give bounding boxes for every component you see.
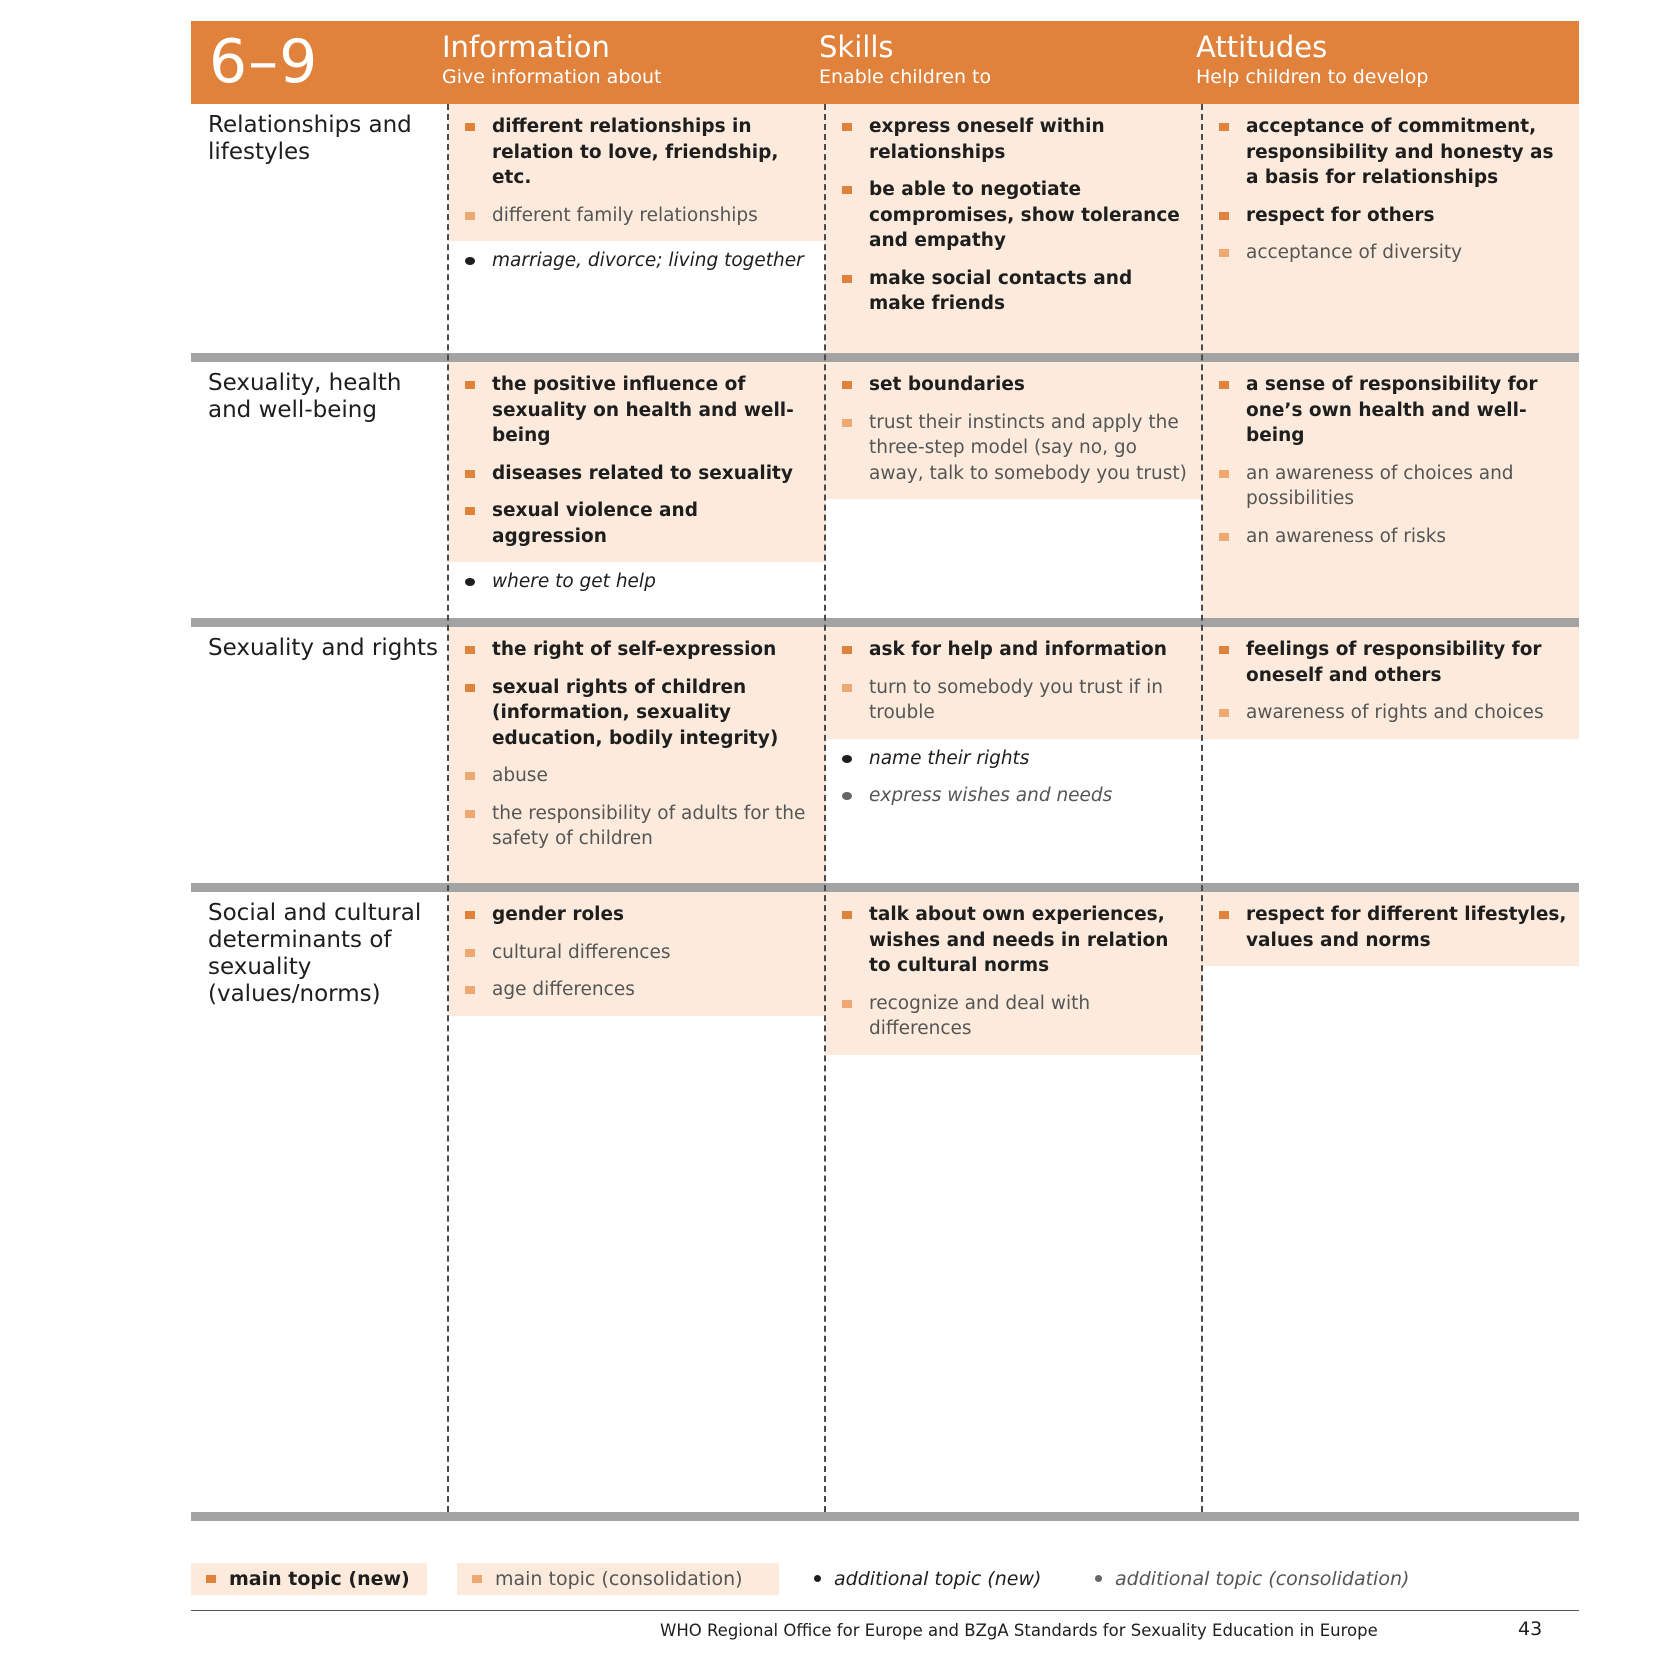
list-item: name their rights	[825, 746, 1203, 772]
cell-attitudes	[1202, 627, 1579, 739]
row-title: Sexuality, health and well-being	[208, 370, 402, 423]
row-separator	[191, 618, 1579, 627]
column-title: Information	[442, 30, 610, 64]
table-row	[191, 627, 1579, 883]
main-consolidation-marker-icon	[1219, 533, 1229, 541]
list-item: sexual violence and aggression	[448, 498, 826, 549]
cell-information	[448, 627, 826, 883]
list-item: cultural differences	[448, 940, 826, 966]
row-title: Sexuality and rights	[208, 635, 438, 661]
list-item: acceptance of commitment, responsibility and honesty as a basis for relationships	[1202, 114, 1579, 191]
list-item: respect for different lifestyles, values and norms	[1202, 902, 1579, 953]
main-consolidation-marker-icon	[842, 684, 852, 692]
main-new-marker-icon	[842, 186, 852, 194]
table-row	[191, 892, 1579, 1512]
main-new-marker-icon	[465, 646, 475, 654]
table-bottom-rule	[191, 1512, 1579, 1521]
main-new-marker-icon	[465, 381, 475, 389]
column-divider	[824, 104, 826, 1512]
cell-shaded-block	[448, 362, 826, 562]
list-item: respect for others	[1202, 203, 1579, 229]
main-new-marker-icon	[1219, 123, 1229, 131]
main-consolidation-marker-icon	[465, 212, 475, 220]
age-group-label: 6–9	[209, 27, 319, 97]
list-item: set boundaries	[825, 372, 1203, 398]
column-subtitle: Enable children to	[819, 66, 992, 88]
footer-rule	[191, 1610, 1579, 1611]
list-item: diseases related to sexuality	[448, 461, 826, 487]
list-item: acceptance of diversity	[1202, 240, 1579, 266]
footer-text: WHO Regional Office for Europe and BZgA Standards for Sexuality Education in Europe	[660, 1621, 1378, 1640]
column-title: Skills	[819, 30, 894, 64]
additional-consolidation-bullet-icon	[1095, 1575, 1102, 1582]
row-title: Relationships and lifestyles	[208, 112, 412, 165]
list-item: turn to somebody you trust if in trouble	[825, 675, 1203, 726]
cell-shaded-block	[448, 104, 826, 241]
main-consolidation-marker-icon	[1219, 709, 1229, 717]
cell-information	[448, 104, 826, 287]
list-item: talk about own experiences, wishes and needs in relation to cultural norms	[825, 902, 1203, 979]
additional-new-bullet-icon	[814, 1575, 821, 1582]
list-item: a sense of responsibility for one’s own health and well-being	[1202, 372, 1579, 449]
list-item: abuse	[448, 763, 826, 789]
list-item: an awareness of risks	[1202, 524, 1579, 550]
cell-skills	[825, 104, 1203, 353]
list-item: age differences	[448, 977, 826, 1003]
legend-main-new: main topic (new)	[191, 1563, 427, 1595]
row-title: Social and cultural determinants of sexuality (values/norms)	[208, 900, 422, 1007]
main-new-marker-icon	[1219, 911, 1229, 919]
list-item: express oneself within relationships	[825, 114, 1203, 165]
cell-skills	[825, 892, 1203, 1055]
list-item: ask for help and information	[825, 637, 1203, 663]
cell-attitudes	[1202, 362, 1579, 618]
main-new-marker-icon	[465, 684, 475, 692]
cell-attitudes	[1202, 104, 1579, 353]
list-item: different relationships in relation to love, friendship, etc.	[448, 114, 826, 191]
additional-new-bullet-icon	[842, 755, 852, 763]
main-new-marker-icon	[206, 1575, 216, 1583]
cell-information	[448, 362, 826, 608]
main-consolidation-marker-icon	[842, 1000, 852, 1008]
cell-skills	[825, 627, 1203, 822]
list-item: marriage, divorce; living together	[448, 248, 826, 274]
list-item: sexual rights of children (information, sexuality education, bodily integrity)	[448, 675, 826, 752]
list-item: trust their instincts and apply the three-step model (say no, go away, talk to somebody you trust)	[825, 410, 1203, 487]
additional-new-bullet-icon	[465, 257, 475, 265]
column-title: Attitudes	[1196, 30, 1328, 64]
main-consolidation-marker-icon	[1219, 249, 1229, 257]
cell-information	[448, 892, 826, 1016]
main-new-marker-icon	[1219, 381, 1229, 389]
column-subtitle: Give information about	[442, 66, 662, 88]
list-item: the positive influence of sexuality on health and well-being	[448, 372, 826, 449]
cell-shaded-block	[825, 627, 1203, 739]
additional-consolidation-bullet-icon	[842, 792, 852, 800]
list-item: where to get help	[448, 569, 826, 595]
list-item: be able to negotiate compromises, show tolerance and empathy	[825, 177, 1203, 254]
main-new-marker-icon	[842, 381, 852, 389]
legend-additional-consolidation: additional topic (consolidation)	[1091, 1563, 1431, 1595]
header-column-information	[442, 30, 662, 90]
main-new-marker-icon	[1219, 212, 1229, 220]
main-new-marker-icon	[1219, 646, 1229, 654]
page-number: 43	[1518, 1618, 1543, 1640]
list-item: recognize and deal with differences	[825, 991, 1203, 1042]
main-consolidation-marker-icon	[465, 772, 475, 780]
list-item: the right of self-expression	[448, 637, 826, 663]
additional-new-bullet-icon	[465, 578, 475, 586]
legend-main-consolidation: main topic (consolidation)	[457, 1563, 779, 1595]
column-subtitle: Help children to develop	[1196, 66, 1429, 88]
main-consolidation-marker-icon	[465, 986, 475, 994]
table-row	[191, 104, 1579, 353]
list-item: an awareness of choices and possibilities	[1202, 461, 1579, 512]
table-row	[191, 362, 1579, 618]
list-item: the responsibility of adults for the safety of children	[448, 801, 826, 852]
header-column-attitudes	[1196, 30, 1428, 90]
list-item: awareness of rights and choices	[1202, 700, 1579, 726]
header-column-skills	[819, 30, 991, 90]
main-consolidation-marker-icon	[842, 419, 852, 427]
main-consolidation-marker-icon	[465, 949, 475, 957]
cell-attitudes	[1202, 892, 1579, 966]
list-item: make social contacts and make friends	[825, 266, 1203, 317]
main-new-marker-icon	[465, 470, 475, 478]
row-separator	[191, 353, 1579, 362]
column-divider	[1201, 104, 1203, 1512]
main-consolidation-marker-icon	[1219, 470, 1229, 478]
main-new-marker-icon	[465, 911, 475, 919]
legend-additional-new: additional topic (new)	[810, 1563, 1070, 1595]
table-header	[191, 21, 1579, 104]
cell-skills	[825, 362, 1203, 499]
main-new-marker-icon	[465, 507, 475, 515]
row-separator	[191, 883, 1579, 892]
main-consolidation-marker-icon	[472, 1575, 482, 1583]
list-item: feelings of responsibility for oneself and others	[1202, 637, 1579, 688]
main-new-marker-icon	[842, 123, 852, 131]
main-new-marker-icon	[842, 275, 852, 283]
main-new-marker-icon	[465, 123, 475, 131]
main-consolidation-marker-icon	[465, 810, 475, 818]
list-item: different family relationships	[448, 203, 826, 229]
main-new-marker-icon	[842, 646, 852, 654]
main-new-marker-icon	[842, 911, 852, 919]
list-item: gender roles	[448, 902, 826, 928]
list-item: express wishes and needs	[825, 783, 1203, 809]
column-divider	[447, 104, 449, 1512]
